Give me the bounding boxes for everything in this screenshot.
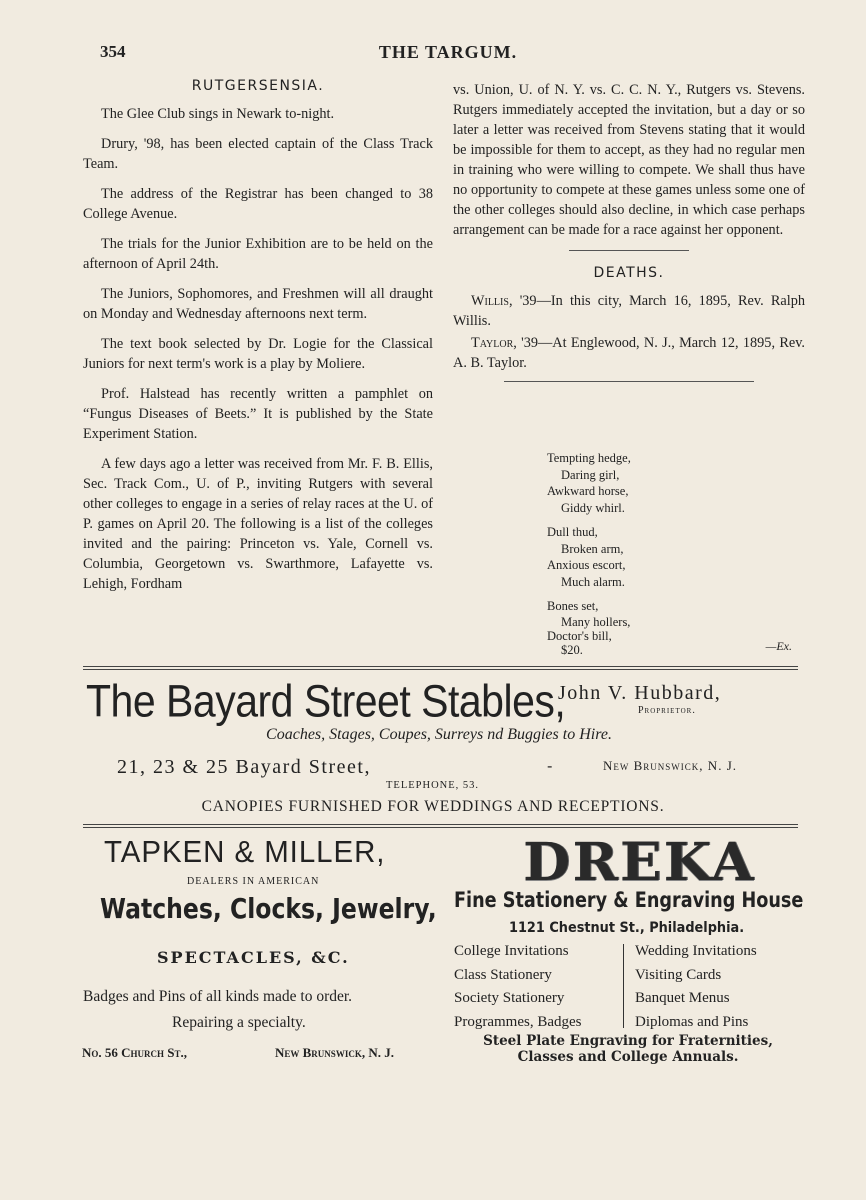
tapken-repairing: Repairing a specialty. <box>172 1014 306 1031</box>
dreka-subtitle: Fine Stationery & Engraving House <box>454 888 804 912</box>
bayard-dash: - <box>547 756 553 775</box>
news-paragraph: A few days ago a letter was received from Mr. F. B. Ellis, Sec. Track Com., U. of P., inviting Rutgers with several other colleges to engage in a series of relay races at the U. of P. games on April 20. The following is a list of the colleges invited and the pairing: Princeton vs. Yale, Cornell vs. Columbia, Georgetown vs. Swarthmore, Lafayette vs. Lehigh, Fordham <box>83 456 433 592</box>
news-paragraph: Drury, '98, has been elected captain of the Class Track Team. <box>83 136 433 172</box>
tapken-city: New Brunswick, N. J. <box>275 1045 394 1060</box>
dreka-logo: DREKA <box>523 832 756 893</box>
dreka-item: Banquet Menus <box>635 990 730 1006</box>
relay-continuation: vs. Union, U. of N. Y. vs. C. C. N. Y., Rutgers vs. Stevens. Rutgers immediately accepted the invitation, but a day or so later a letter was received from Stevens stating that it would be impossible for them to accept, as they had no regular men in training who were willing to compete. We shall thus have no opportunity to compete at these games unless some one of the other colleges should also decline, in which case perhaps arrangement can be made for a race against her opponent. <box>453 82 805 238</box>
tapken-name: TAPKEN & MILLER, <box>104 834 386 869</box>
bayard-canopies: CANOPIES FURNISHED FOR WEDDINGS AND RECEPTIONS. <box>201 798 665 815</box>
poem-line: Broken arm, <box>561 541 624 556</box>
news-paragraph: The text book selected by Dr. Logie for the Classical Juniors for next term's work is a play by Moliere. <box>83 336 433 372</box>
dreka-item: College Invitations <box>454 943 569 959</box>
page-title: THE TARGUM. <box>378 42 518 62</box>
dreka-right-list <box>635 940 757 1034</box>
ad-separator <box>83 824 798 828</box>
death-name: Willis <box>471 293 509 309</box>
dreka-item: Wedding Invitations <box>635 943 757 959</box>
divider <box>504 381 754 382</box>
poem-line: Anxious escort, <box>547 558 626 572</box>
bayard-city: New Brunswick, N. J. <box>603 758 737 773</box>
poem-stanza <box>547 450 797 516</box>
news-paragraph: The address of the Registrar has been changed to 38 College Avenue. <box>83 186 433 222</box>
dreka-item: Programmes, Badges <box>454 1013 582 1030</box>
page-number: 354 <box>100 42 126 61</box>
bayard-ad-name: The Bayard Street Stables, <box>86 676 566 727</box>
poem-line: Awkward horse, <box>547 484 629 498</box>
poem-stanza <box>547 598 797 657</box>
tapken-goods: Watches, Clocks, Jewelry, <box>100 892 437 925</box>
poem <box>547 450 797 665</box>
right-column <box>453 80 805 382</box>
news-paragraph: The Juniors, Sophomores, and Freshmen will all draught on Monday and Wednesday afternoons next term. <box>83 286 433 322</box>
poem-line: Bones set, <box>547 599 599 613</box>
poem-line: Giddy whirl. <box>561 500 625 515</box>
poem-line: $20. <box>561 642 583 657</box>
dreka-steel-plate: Steel Plate Engraving for Fraternities, Classes and College Annuals. <box>483 1033 773 1065</box>
bayard-tagline: Coaches, Stages, Coupes, Surreys nd Buggies to Hire. <box>266 726 612 743</box>
poem-line: Much alarm. <box>561 574 625 589</box>
poem-line: Doctor's bill, <box>547 628 612 643</box>
tapken-spectacles: SPECTACLES, &C. <box>157 948 350 967</box>
deaths-heading: DEATHS. <box>593 265 665 281</box>
divider <box>569 250 689 251</box>
dreka-address: 1121 Chestnut St., Philadelphia. <box>509 920 745 936</box>
death-text: , '39—At Englewood, N. J., March 12, 1895, Rev. A. B. Taylor. <box>453 335 805 371</box>
bayard-proprietor: John V. Hubbard, <box>558 682 722 704</box>
poem-line: Many hollers, <box>561 614 631 629</box>
death-entry <box>453 333 805 373</box>
death-text: , '39—In this city, March 16, 1895, Rev. Ralph Willis. <box>453 293 805 329</box>
dreka-left-list <box>454 940 581 1034</box>
poem-stanza <box>547 524 797 590</box>
death-name: Taylor <box>471 335 514 351</box>
dreka-item: Society Stationery <box>454 990 565 1006</box>
dreka-item: Diplomas and Pins <box>635 1013 749 1030</box>
bayard-proprietor-title: Proprietor. <box>638 705 696 716</box>
news-paragraph: The trials for the Junior Exhibition are to be held on the afternoon of April 24th. <box>83 236 433 272</box>
dreka-item: Visiting Cards <box>635 966 722 983</box>
poem-source: —Ex. <box>765 639 792 653</box>
left-column <box>83 76 433 604</box>
poem-line: Daring girl, <box>561 467 620 482</box>
poem-line: Dull thud, <box>547 525 598 539</box>
death-entry <box>453 291 805 331</box>
dreka-item: Class Stationery <box>454 966 552 983</box>
dreka-divider <box>623 944 624 1028</box>
poem-line: Tempting hedge, <box>547 451 631 465</box>
ad-separator <box>83 666 798 670</box>
news-paragraph: Prof. Halstead has recently written a pamphlet on “Fungus Diseases of Beets.” It is published by the State Experiment Station. <box>83 386 433 442</box>
tapken-street: No. 56 Church St., <box>82 1045 188 1060</box>
news-paragraph: The Glee Club sings in Newark to-night. <box>101 106 335 122</box>
bayard-telephone: TELEPHONE, 53. <box>386 780 480 791</box>
tapken-dealers: DEALERS IN AMERICAN <box>187 876 320 887</box>
rutgersensia-heading: RUTGERSENSIA. <box>191 78 325 94</box>
tapken-badges: Badges and Pins of all kinds made to order. <box>83 988 353 1005</box>
bayard-address: 21, 23 & 25 Bayard Street, <box>117 756 371 778</box>
